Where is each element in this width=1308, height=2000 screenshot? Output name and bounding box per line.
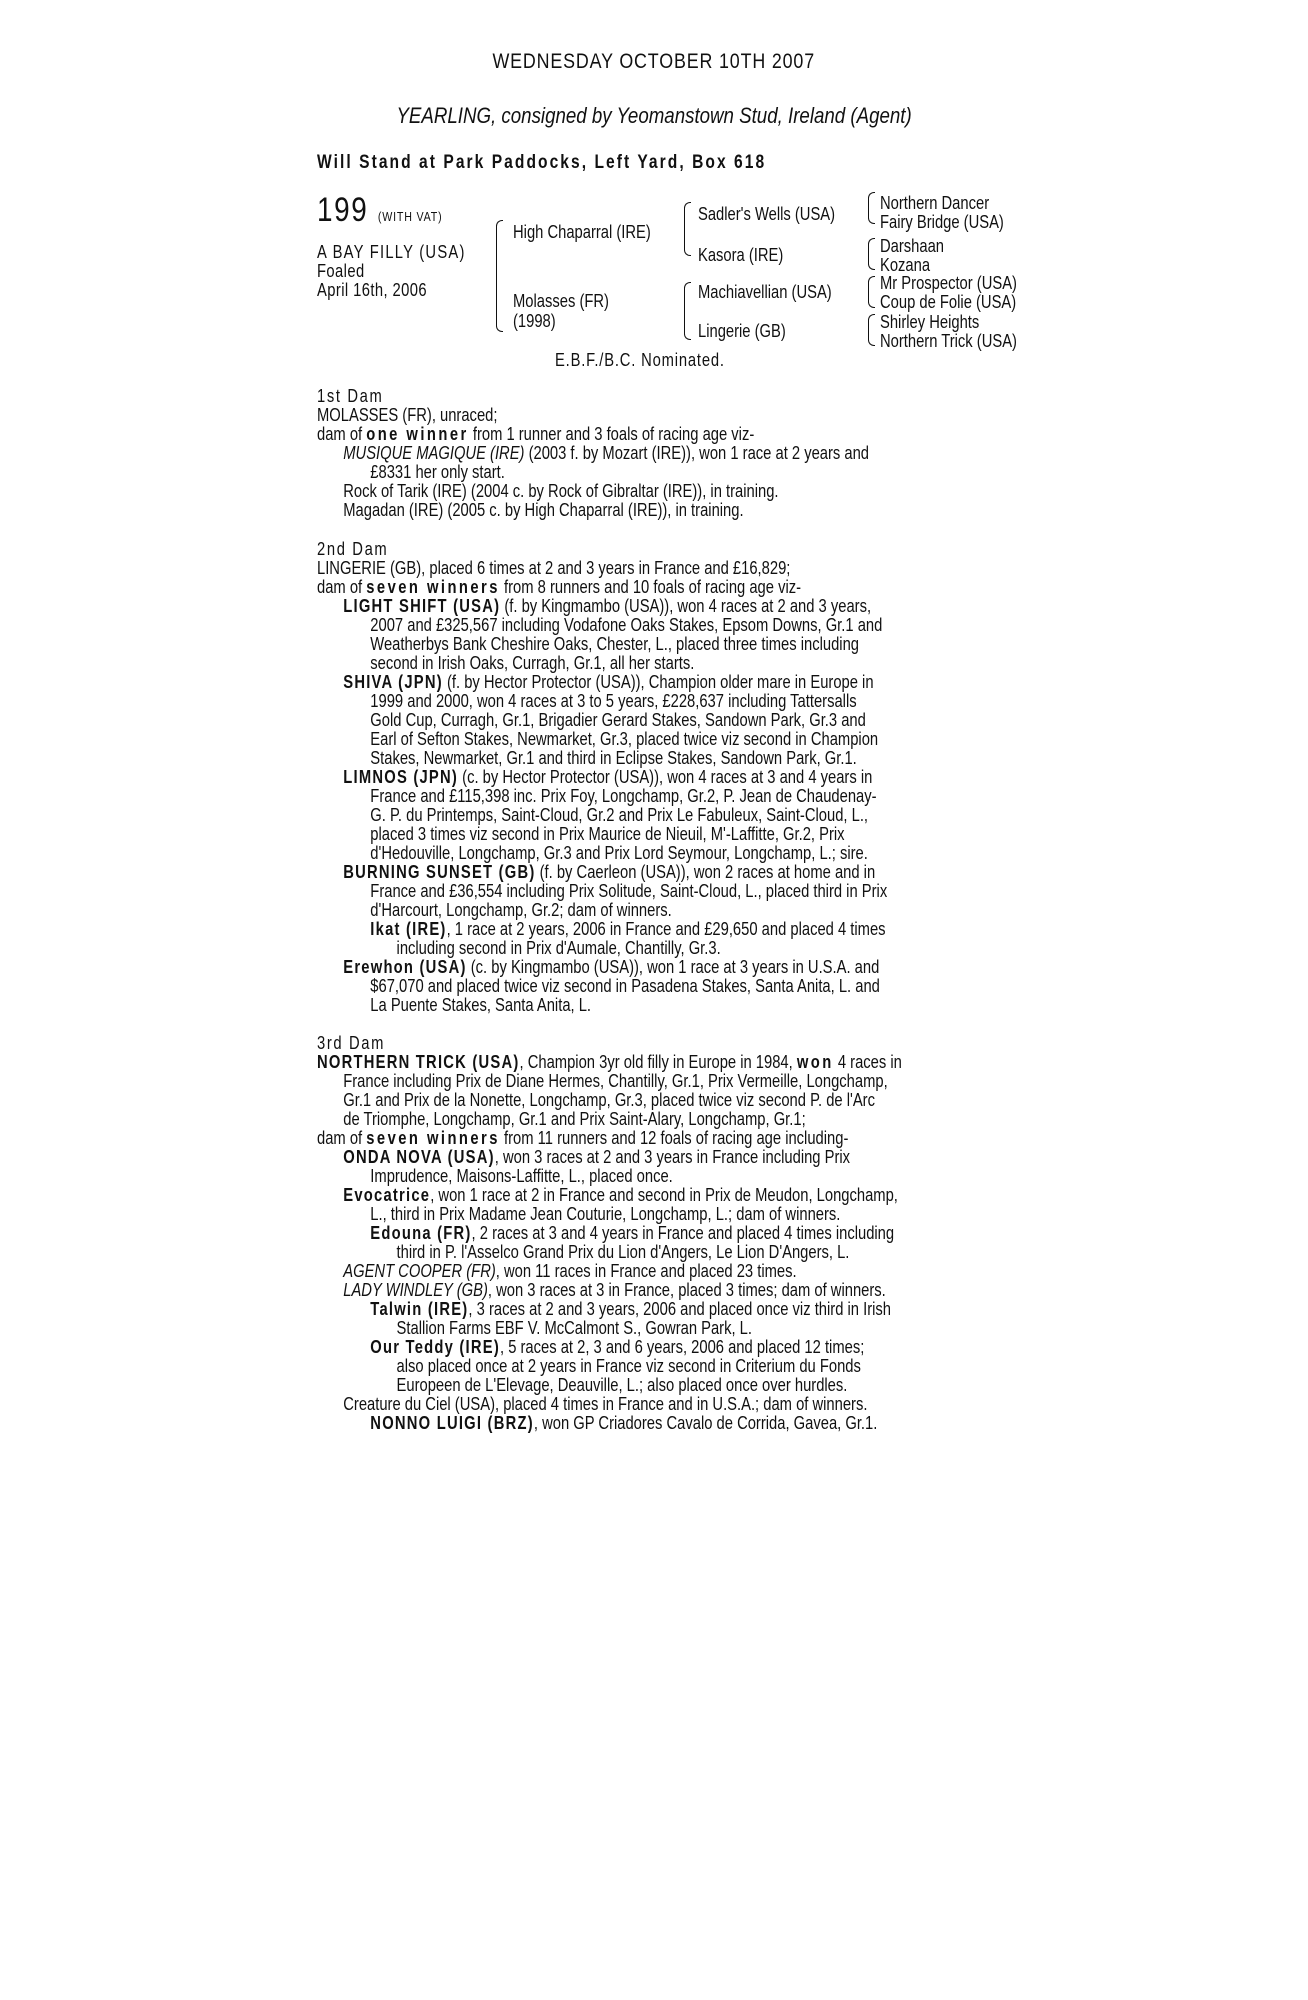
produce-entry-cont: $67,070 and placed twice viz second in Pasadena Stakes, Santa Anita, L. and — [370, 976, 880, 996]
produce-entry-cont: d'Harcourt, Longchamp, Gr.2; dam of winners. — [370, 900, 672, 920]
sale-date: WEDNESDAY OCTOBER 10TH 2007 — [492, 50, 816, 73]
first-dam-section — [317, 387, 1077, 520]
produce-entry-cont: G. P. du Printemps, Saint-Cloud, Gr.2 and Prix Le Fabuleux, Saint-Cloud, L., — [370, 805, 869, 825]
dam-line-cont: de Triomphe, Longchamp, Gr.1 and Prix Saint-Alary, Longchamp, Gr.1; — [343, 1109, 806, 1129]
dam-sire: Machiavellian (USA) — [698, 282, 832, 302]
produce-entry-cont: 1999 and 2000, won 4 races at 3 to 5 years, £228,637 including Tattersalls — [370, 691, 857, 711]
dam-line: MOLASSES (FR), unraced; — [317, 405, 498, 425]
consignment-line: YEARLING, consigned by Yeomanstown Stud, Ireland (Agent) — [396, 103, 912, 128]
produce-summary: dam of seven winners from 11 runners and 12 foals of racing age including- — [317, 1128, 849, 1148]
produce-entry-cont: Europeen de L'Elevage, Deauville, L.; also placed once over hurdles. — [396, 1375, 848, 1395]
produce-entry: LIMNOS (JPN) (c. by Hector Protector (USA)), won 4 races at 3 and 4 years in — [343, 767, 873, 787]
produce-entry: ONDA NOVA (USA), won 3 races at 2 and 3 years in France including Prix — [343, 1147, 851, 1167]
produce-entry: Evocatrice, won 1 race at 2 in France and second in Prix de Meudon, Longchamp, — [343, 1185, 898, 1205]
produce-entry: SHIVA (JPN) (f. by Hector Protector (USA)), Champion older mare in Europe in — [343, 672, 874, 692]
brace-g56 — [868, 276, 875, 308]
produce-entry-cont: £8331 her only start. — [370, 462, 505, 482]
brace-g12 — [868, 192, 875, 224]
produce-entry: MUSIQUE MAGIQUE (IRE) (2003 f. by Mozart (IRE)), won 1 race at 2 years and — [343, 443, 870, 463]
produce-entry: Erewhon (USA) (c. by Kingmambo (USA)), won 1 race at 3 years in U.S.A. and — [343, 957, 880, 977]
brace-g34 — [868, 238, 875, 270]
produce-entry: AGENT COOPER (FR), won 11 races in France and placed 23 times. — [343, 1261, 797, 1281]
third-dam-section — [317, 1034, 1077, 1433]
produce-entry-cont: Weatherbys Bank Cheshire Oaks, Chester, L., placed three times including — [370, 634, 859, 654]
dam-name: Molasses (FR) — [513, 291, 609, 311]
dam-line-cont: France including Prix de Diane Hermes, Chantilly, Gr.1, Prix Vermeille, Longchamp, — [343, 1071, 888, 1091]
produce-entry: Rock of Tarik (IRE) (2004 c. by Rock of Gibraltar (IRE)), in training. — [343, 481, 779, 501]
dam-year: (1998) — [513, 311, 556, 331]
produce-entry-cont: placed 3 times viz second in Prix Maurice de Nieuil, M'-Laffitte, Gr.2, Prix — [370, 824, 845, 844]
dam-dam: Lingerie (GB) — [698, 321, 786, 341]
nomination-note: E.B.F./B.C. Nominated. — [555, 350, 725, 370]
section-heading: 2nd Dam — [317, 539, 389, 559]
produce-entry-cont: second in Irish Oaks, Curragh, Gr.1, all her starts. — [370, 653, 695, 673]
produce-entry-cont: Earl of Sefton Stakes, Newmarket, Gr.3, placed twice viz second in Champion — [370, 729, 879, 749]
produce-entry: Our Teddy (IRE), 5 races at 2, 3 and 6 years, 2006 and placed 12 times; — [370, 1337, 865, 1357]
sire-sire: Sadler's Wells (USA) — [698, 204, 836, 224]
produce-entry: Magadan (IRE) (2005 c. by High Chaparral (IRE)), in training. — [343, 500, 744, 520]
produce-entry-cont: France and £36,554 including Prix Solitude, Saint-Cloud, L., placed third in Prix — [370, 881, 888, 901]
section-heading: 1st Dam — [317, 386, 384, 406]
gen3-5: Mr Prospector (USA) — [880, 273, 1017, 293]
produce-entry-cont: France and £115,398 inc. Prix Foy, Longchamp, Gr.2, P. Jean de Chaudenay- — [370, 786, 877, 806]
produce-entry-cont: Stakes, Newmarket, Gr.1 and third in Eclipse Stakes, Sandown Park, Gr.1. — [370, 748, 857, 768]
produce-entry-cont: including second in Prix d'Aumale, Chantilly, Gr.3. — [396, 938, 721, 958]
produce-entry: LIGHT SHIFT (USA) (f. by Kingmambo (USA)), won 4 races at 2 and 3 years, — [343, 596, 872, 616]
dam-line-cont: Gr.1 and Prix de la Nonette, Longchamp, Gr.3, placed twice viz second P. de l'Arc — [343, 1090, 875, 1110]
brace-g78 — [868, 314, 875, 346]
gen3-6: Coup de Folie (USA) — [880, 292, 1017, 312]
produce-entry-cont: Stallion Farms EBF V. McCalmont S., Gowran Park, L. — [396, 1318, 752, 1338]
vat-note: (WITH VAT) — [377, 209, 443, 224]
produce-entry: Edouna (FR), 2 races at 3 and 4 years in France and placed 4 times including — [370, 1223, 895, 1243]
produce-summary: dam of seven winners from 8 runners and 10 foals of racing age viz- — [317, 577, 802, 597]
gen3-4: Kozana — [880, 255, 931, 275]
brace-dam — [684, 282, 691, 340]
gen3-7: Shirley Heights — [880, 312, 980, 332]
produce-entry-cont: third in P. l'Asselco Grand Prix du Lion d'Angers, Le Lion D'Angers, L. — [396, 1242, 850, 1262]
produce-entry: Ikat (IRE), 1 race at 2 years, 2006 in France and £29,650 and placed 4 times — [370, 919, 886, 939]
second-dam-section — [317, 540, 1077, 1015]
gen3-8: Northern Trick (USA) — [880, 331, 1017, 351]
produce-entry-cont: Gold Cup, Curragh, Gr.1, Brigadier Gerard Stakes, Sandown Park, Gr.3 and — [370, 710, 866, 730]
produce-entry-cont: also placed once at 2 years in France viz second in Criterium du Fonds — [396, 1356, 861, 1376]
lot-number — [317, 191, 442, 230]
gen3-2: Fairy Bridge (USA) — [880, 212, 1004, 232]
horse-name: A BAY FILLY (USA) — [317, 242, 466, 262]
brace-main — [496, 220, 503, 332]
dam-line: LINGERIE (GB), placed 6 times at 2 and 3 years in France and £16,829; — [317, 558, 791, 578]
sire-dam: Kasora (IRE) — [698, 245, 784, 265]
produce-entry-cont: d'Hedouville, Longchamp, Gr.3 and Prix Lord Seymour, Longchamp, L.; sire. — [370, 843, 868, 863]
produce-entry: Creature du Ciel (USA), placed 4 times in France and in U.S.A.; dam of winners. — [343, 1394, 868, 1414]
section-heading: 3rd Dam — [317, 1033, 386, 1053]
produce-entry-cont: Imprudence, Maisons-Laffitte, L., placed once. — [370, 1166, 673, 1186]
gen3-3: Darshaan — [880, 236, 944, 256]
produce-entry-cont: L., third in Prix Madame Jean Couturie, Longchamp, L.; dam of winners. — [370, 1204, 841, 1224]
produce-entry: LADY WINDLEY (GB), won 3 races at 3 in France, placed 3 times; dam of winners. — [343, 1280, 886, 1300]
sire: High Chaparral (IRE) — [513, 222, 651, 242]
produce-entry: BURNING SUNSET (GB) (f. by Caerleon (USA)), won 2 races at home and in — [343, 862, 876, 882]
produce-entry: NONNO LUIGI (BRZ), won GP Criadores Cavalo de Corrida, Gavea, Gr.1. — [370, 1413, 878, 1433]
produce-entry: Talwin (IRE), 3 races at 2 and 3 years, 2006 and placed once viz third in Irish — [370, 1299, 891, 1319]
produce-entry-cont: 2007 and £325,567 including Vodafone Oaks Stakes, Epsom Downs, Gr.1 and — [370, 615, 883, 635]
produce-entry-cont: La Puente Stakes, Santa Anita, L. — [370, 995, 592, 1015]
foaled-label: Foaled — [317, 261, 365, 281]
gen3-1: Northern Dancer — [880, 193, 990, 213]
stand-location: Will Stand at Park Paddocks, Left Yard, Box 618 — [317, 152, 767, 173]
brace-sire — [684, 202, 691, 256]
dam-line: NORTHERN TRICK (USA), Champion 3yr old filly in Europe in 1984, won 4 races in — [317, 1052, 902, 1072]
foaled-date: April 16th, 2006 — [317, 280, 427, 300]
lot-number-value: 199 — [317, 191, 369, 229]
horse-description — [317, 243, 466, 300]
produce-summary: dam of one winner from 1 runner and 3 foals of racing age viz- — [317, 424, 755, 444]
